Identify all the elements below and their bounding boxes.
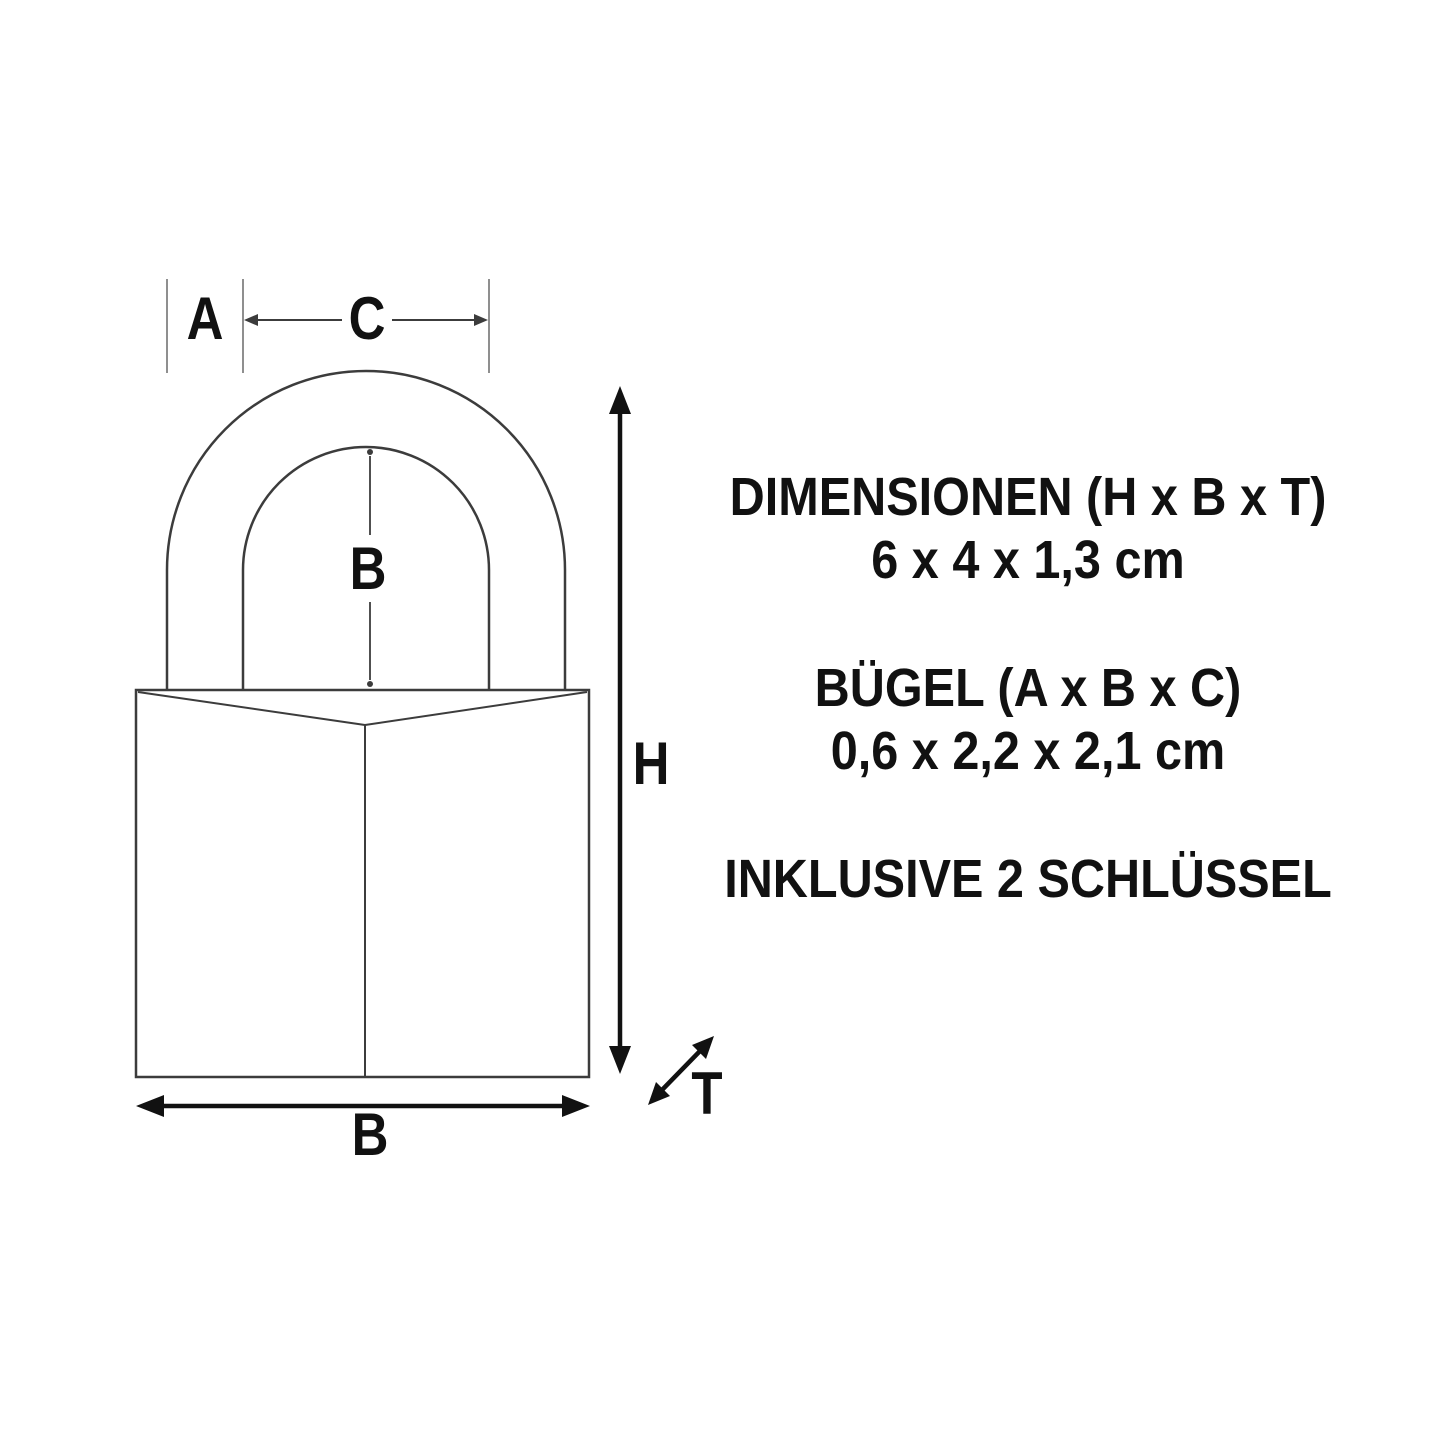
- spec-group-shackle: [668, 657, 1388, 783]
- shackle-outer-outline: [167, 371, 565, 690]
- spec-text-block: [668, 466, 1388, 911]
- h-dimension-arrow: [609, 386, 631, 1074]
- b-arrowhead-right: [562, 1095, 590, 1117]
- includes-note: INKLUSIVE 2 SCHLÜSSEL: [724, 849, 1332, 909]
- b-arrowhead-left: [136, 1095, 164, 1117]
- spec-group-dimensions: [668, 466, 1388, 592]
- spec-group-includes: [668, 848, 1388, 911]
- shackle-title: BÜGEL (A x B x C): [814, 658, 1242, 718]
- b-dim-dot-top: [367, 449, 373, 455]
- shackle-value: 0,6 x 2,2 x 2,1 cm: [830, 721, 1226, 781]
- label-body-width-b: B: [351, 1101, 389, 1168]
- c-arrowhead-right: [474, 314, 488, 326]
- body-rectangle: [136, 690, 589, 1077]
- b-dim-dot-bottom: [367, 681, 373, 687]
- h-arrowhead-top: [609, 386, 631, 414]
- dimensions-title: DIMENSIONEN (H x B x T): [729, 467, 1327, 527]
- dimensions-value: 6 x 4 x 1,3 cm: [871, 530, 1185, 590]
- label-shackle-inner-width-c: C: [343, 289, 390, 349]
- label-shackle-inner-height-b: B: [344, 539, 391, 599]
- padlock-body: [136, 690, 589, 1077]
- label-shackle-thickness-a: A: [181, 289, 228, 349]
- label-body-height-h: H: [632, 730, 670, 797]
- c-arrowhead-left: [244, 314, 258, 326]
- label-body-depth-t: T: [691, 1060, 723, 1127]
- h-arrowhead-bottom: [609, 1046, 631, 1074]
